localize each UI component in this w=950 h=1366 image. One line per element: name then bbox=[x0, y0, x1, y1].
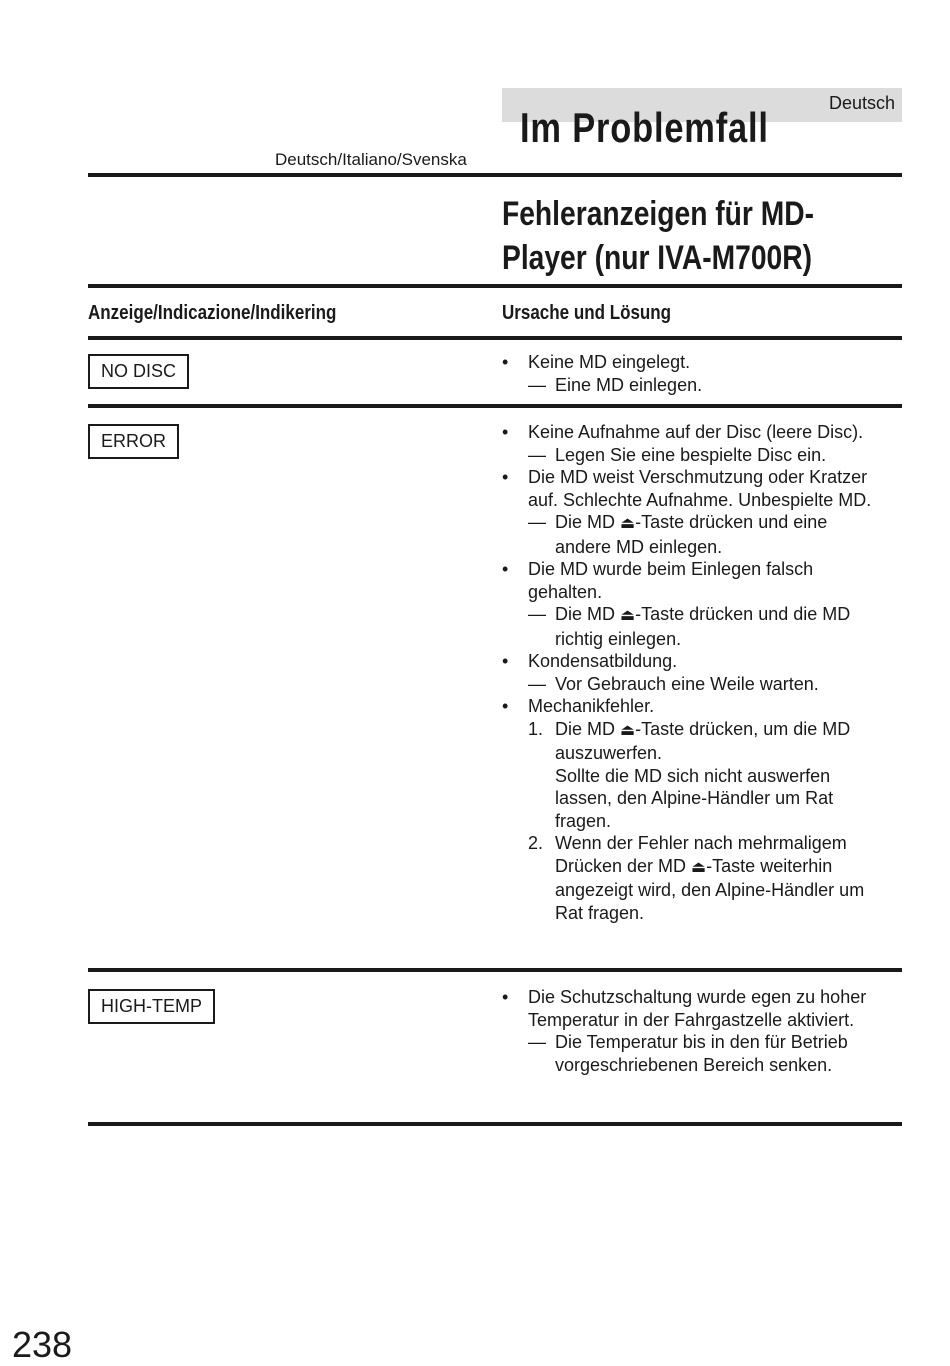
solution-line: Vor Gebrauch eine Weile warten. bbox=[555, 673, 819, 694]
bullet-marker: • bbox=[502, 987, 509, 1007]
list-item bbox=[502, 374, 902, 397]
display-indicator-high-temp: HIGH-TEMP bbox=[88, 989, 215, 1024]
list-item bbox=[502, 695, 902, 718]
bullet-marker: • bbox=[502, 352, 509, 372]
list-item bbox=[502, 444, 902, 467]
solution-line: Die Temperatur bis in den für Betrieb bbox=[555, 1032, 848, 1052]
list-item-continuation bbox=[502, 1009, 902, 1032]
bullet-marker: • bbox=[502, 651, 509, 671]
solution-line: -Taste drücken, um die MD bbox=[635, 718, 851, 739]
list-item bbox=[502, 558, 902, 581]
bullet-marker: • bbox=[502, 422, 509, 442]
language-tab-label: Deutsch bbox=[828, 93, 895, 113]
numbered-item-continuation bbox=[502, 855, 902, 880]
divider bbox=[88, 336, 902, 340]
numbered-item-continuation bbox=[502, 765, 902, 788]
solution-line: Sollte die MD sich nicht auswerfen bbox=[555, 765, 831, 786]
cause-text-high-temp bbox=[502, 986, 902, 1076]
list-item bbox=[502, 650, 902, 673]
solution-line: Rat fragen. bbox=[555, 902, 645, 923]
divider bbox=[88, 404, 902, 408]
solution-line: andere MD einlegen. bbox=[555, 536, 723, 557]
cause-line: Die MD wurde beim Einlegen falsch bbox=[528, 559, 814, 579]
list-item bbox=[502, 986, 902, 1009]
column-header-cause: Ursache und Lösung bbox=[502, 302, 672, 324]
cause-line: Die MD weist Verschmutzung oder Kratzer bbox=[528, 467, 868, 487]
solution-line: -Taste weiterhin bbox=[706, 855, 833, 876]
column-header-display: Anzeige/Indicazione/Indikering bbox=[88, 302, 337, 324]
eject-icon: ⏏ bbox=[691, 858, 707, 876]
page-number: 238 bbox=[12, 1324, 73, 1365]
section-title-line1: Fehleranzeigen für MD- bbox=[502, 195, 815, 233]
dash-marker: — bbox=[528, 444, 546, 465]
bullet-marker: • bbox=[502, 467, 509, 487]
bullet-marker: • bbox=[502, 559, 509, 579]
list-item-continuation bbox=[502, 581, 902, 604]
solution-line: fragen. bbox=[555, 810, 612, 831]
number-marker: 2. bbox=[528, 833, 544, 853]
solution-line: Die MD bbox=[555, 512, 621, 532]
list-item-continuation bbox=[502, 536, 902, 559]
list-item bbox=[502, 673, 902, 696]
solution-line: Wenn der Fehler nach mehrmaligem bbox=[555, 833, 847, 853]
languages-label: Deutsch/Italiano/Svenska bbox=[275, 150, 467, 169]
numbered-item-continuation bbox=[502, 902, 902, 925]
divider bbox=[88, 1122, 902, 1126]
list-item-continuation bbox=[502, 628, 902, 651]
cause-text-error bbox=[502, 421, 902, 924]
list-item bbox=[502, 1031, 902, 1054]
section-title bbox=[502, 192, 814, 280]
numbered-item bbox=[502, 832, 902, 855]
display-indicator-error: ERROR bbox=[88, 424, 179, 459]
cause-line: Kondensatbildung. bbox=[528, 651, 678, 671]
bullet-marker: • bbox=[502, 696, 509, 716]
divider bbox=[88, 284, 902, 288]
list-item-continuation bbox=[502, 489, 902, 512]
list-item bbox=[502, 466, 902, 489]
list-item bbox=[502, 511, 902, 536]
cause-line: Keine MD eingelegt. bbox=[528, 352, 691, 372]
numbered-item-continuation bbox=[502, 810, 902, 833]
solution-line: lassen, den Alpine-Händler um Rat bbox=[555, 788, 834, 808]
list-item bbox=[502, 421, 902, 444]
solution-line: Drücken der MD bbox=[555, 855, 692, 876]
solution-line: -Taste drücken und eine bbox=[635, 512, 828, 532]
solution-line: richtig einlegen. bbox=[555, 628, 682, 649]
numbered-item-continuation bbox=[502, 742, 902, 765]
list-item-continuation bbox=[502, 1054, 902, 1077]
solution-line: -Taste drücken und die MD bbox=[635, 604, 851, 624]
section-title-line2: Player (nur IVA-M700R) bbox=[502, 239, 812, 277]
solution-line: angezeigt wird, den Alpine-Händler um bbox=[555, 880, 865, 900]
display-indicator-no-disc: NO DISC bbox=[88, 354, 189, 389]
cause-line: Temperatur in der Fahrgastzelle aktiviert. bbox=[528, 1009, 855, 1030]
dash-marker: — bbox=[528, 604, 546, 624]
eject-icon: ⏏ bbox=[620, 721, 636, 739]
solution-line: Die MD bbox=[555, 718, 621, 739]
solution-line: Eine MD einlegen. bbox=[555, 374, 703, 395]
solution-line: vorgeschriebenen Bereich senken. bbox=[555, 1054, 833, 1075]
dash-marker: — bbox=[528, 1032, 546, 1052]
numbered-item bbox=[502, 718, 902, 743]
cause-line: Keine Aufnahme auf der Disc (leere Disc). bbox=[528, 422, 864, 442]
dash-marker: — bbox=[528, 512, 546, 532]
page-title: Im Problemfall bbox=[520, 104, 769, 151]
dash-marker: — bbox=[528, 673, 546, 694]
cause-line: auf. Schlechte Aufnahme. Unbespielte MD. bbox=[528, 489, 872, 510]
divider bbox=[88, 968, 902, 972]
cause-line: gehalten. bbox=[528, 581, 603, 602]
divider bbox=[88, 173, 902, 177]
eject-icon: ⏏ bbox=[620, 607, 636, 624]
dash-marker: — bbox=[528, 374, 546, 395]
eject-icon: ⏏ bbox=[620, 515, 636, 532]
cause-line: Mechanikfehler. bbox=[528, 696, 655, 716]
solution-line: auszuwerfen. bbox=[555, 743, 663, 763]
cause-text-no-disc bbox=[502, 351, 902, 396]
numbered-item-continuation bbox=[502, 787, 902, 810]
solution-line: Legen Sie eine bespielte Disc ein. bbox=[555, 444, 827, 465]
list-item bbox=[502, 603, 902, 628]
solution-line: Die MD bbox=[555, 604, 621, 624]
numbered-item-continuation bbox=[502, 879, 902, 902]
number-marker: 1. bbox=[528, 718, 544, 739]
cause-line: Die Schutzschaltung wurde egen zu hoher bbox=[528, 987, 867, 1007]
list-item bbox=[502, 351, 902, 374]
